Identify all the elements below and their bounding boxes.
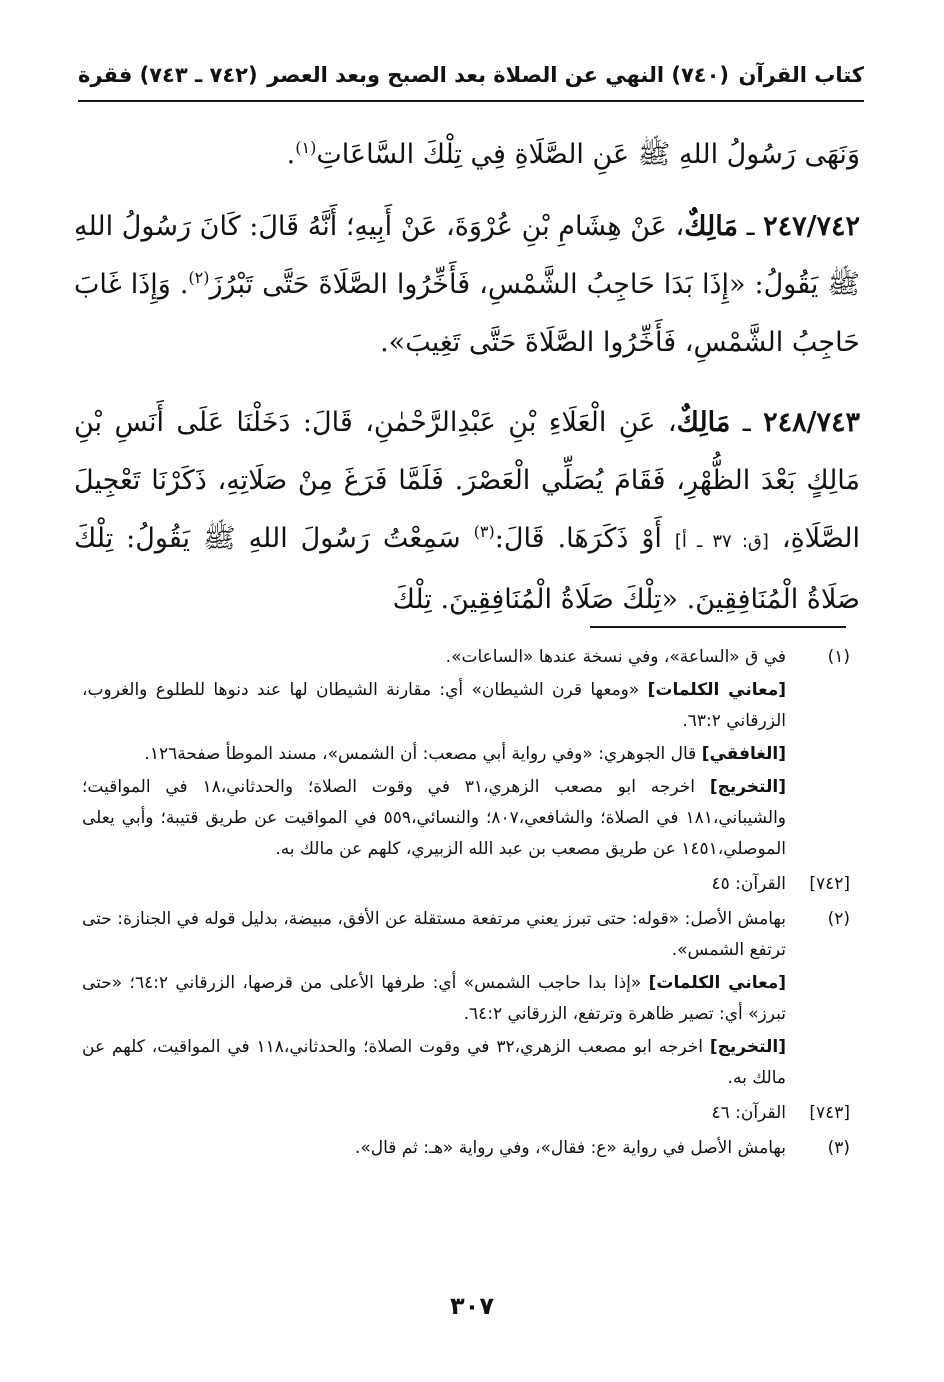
footnotes (82, 640, 850, 1168)
footnote (82, 1133, 850, 1166)
narrator-name: مَالِكٌ (684, 211, 738, 242)
footnote-tag: [الغافقي] (701, 744, 786, 764)
hadith-text-final: سَمِعْتُ رَسُولَ اللهِ ﷺ يَقُولُ: تِلْكَ صَلَاةُ الْمُنَافِقِينَ. «تِلْكَ صَلَاةُ الْمُنَافِقِينَ. تِلْكَ (74, 523, 860, 615)
chapter-title: (٧٤٠) النهي عن الصلاة بعد الصبح وبعد العصر (267, 63, 730, 87)
footnote (82, 904, 850, 1096)
hadith-743 (74, 394, 860, 629)
running-header (78, 58, 864, 92)
hadith-dash: ـ (730, 407, 764, 438)
footnote-paragraph (82, 739, 786, 770)
page-number: ٣٠٧ (450, 1292, 494, 1320)
footnote-paragraph (82, 1032, 786, 1094)
footnote-paragraph (82, 968, 786, 1030)
footnote-paragraph (82, 869, 786, 900)
footnote-text: اخرجه ابو مصعب الزهري،٣٢ في وقوت الصلاة؛ والحدثاني،١١٨ في المواقيت، كلهم عن مالك به. (82, 1037, 786, 1088)
footnote-text: بهامش الأصل في رواية «ع: فقال»، وفي رواية «هـ: ثم قال». (354, 1138, 786, 1158)
footnote-text: في ق «الساعة»، وفي نسخة عندها «الساعات». (445, 647, 786, 667)
footnote-ref-3: (٣) (473, 522, 495, 541)
footnote-paragraph (82, 772, 786, 865)
footnote-body (82, 904, 786, 1096)
footnote-text: قال الجوهري: «وفي رواية أبي مصعب: أن الشمس»، مسند الموطأ صفحة١٢٦. (144, 744, 697, 764)
footnote-ref-2: (٢) (188, 268, 210, 287)
footnote-marker: (١) (827, 647, 850, 667)
footnote-text: «إذا بدا حاجب الشمس» أي: طرفها الأعلى من قرصها، الزرقاني ٦٤:٢؛ «حتى تبرز» أي: تصير ظاهرة وترتفع، الزرقاني ٦٤:٢. (82, 973, 786, 1024)
hadith-742 (74, 198, 860, 372)
footnote-tag: [التخريج] (709, 777, 786, 797)
footnote-tag: [معاني الكلمات] (648, 973, 786, 993)
footnote-text: بهامش الأصل: «قوله: حتى تبرز يعني مرتفعة مستقلة عن الأفق، مبيضة، بدليل قوله في الجنازة: حتى ترتفع الشمس». (82, 909, 786, 960)
footnote (82, 869, 850, 902)
paragraph-range: (٧٤٢ ـ ٧٤٣) فقرة (78, 63, 258, 87)
footnote-separator (590, 626, 846, 628)
footnote (82, 642, 850, 867)
footnote-body (82, 1133, 786, 1166)
hadith-dash: ـ (737, 211, 764, 242)
footnote-marker: (٢) (827, 909, 850, 929)
footnote-text: القرآن: ٤٦ (711, 1103, 786, 1123)
footnote-marker: (٣) (827, 1138, 850, 1158)
opening-text: وَنَهَى رَسُولُ اللهِ ﷺ عَنِ الصَّلَاةِ فِي تِلْكَ السَّاعَاتِ (316, 139, 860, 170)
footnote-ref-1: (١) (295, 138, 317, 157)
footnote-text: «ومعها قرن الشيطان» أي: مقارنة الشيطان لها عند دنوها للطلوع والغروب، الزرقاني ٦٣:٢. (82, 680, 786, 731)
opening-end: . (286, 139, 296, 170)
footnote-marker: [٧٤٣] (809, 1103, 850, 1123)
footnote-paragraph (82, 642, 786, 673)
manuscript-ref: [ق: ٣٧ ـ أ] (674, 531, 769, 552)
hadith-number: ٢٤٧/٧٤٢ (763, 211, 861, 242)
footnote-paragraph (82, 1133, 786, 1164)
book-title: كتاب القرآن (738, 63, 864, 87)
footnote-text: اخرجه ابو مصعب الزهري،٣١ في وقوت الصلاة؛ والحدثاني،١٨ في المواقيت؛ والشيباني،١٨١ في الصلاة؛ والشافعي،٨٠٧؛ والنسائي،٥٥٩ في المواقيت عن طريق قتيبة؛ وأبي يعلى الموصلي،١٤٥١ عن طريق مصعب بن عبد الله الزبيري، كلهم عن مالك به. (82, 777, 786, 859)
footnote (82, 1098, 850, 1131)
opening-sentence (74, 126, 860, 184)
header-rule (78, 100, 864, 102)
main-text (74, 126, 860, 651)
hadith-number: ٢٤٨/٧٤٣ (763, 407, 861, 438)
footnote-marker: [٧٤٢] (809, 874, 850, 894)
footnote-body (82, 1098, 786, 1131)
hadith-text-continued: أَوْ ذَكَرَهَا. قَالَ: (494, 523, 662, 554)
hadith-text: ، عَنِ الْعَلَاءِ بْنِ عَبْدِالرَّحْمٰنِ، قَالَ: دَخَلْنَا عَلَى أَنَسِ بْنِ مَالِكٍ بَعْدَ الظُّهْرِ، فَقَامَ يُصَلِّي الْعَصْرَ. فَلَمَّا فَرَغَ مِنْ صَلَاتِهِ، ذَكَرْنَا تَعْجِيلَ الصَّلَاةِ، (74, 407, 861, 554)
narrator-name: مَالِكٌ (676, 407, 731, 438)
footnote-body (82, 869, 786, 902)
hadith-text-continued: . وَإِذَا غَابَ حَاجِبُ الشَّمْسِ، فَأَخِّرُوا الصَّلَاةَ حَتَّى تَغِيبَ». (74, 269, 860, 358)
footnote-paragraph (82, 904, 786, 966)
footnote-paragraph (82, 1098, 786, 1129)
footnote-paragraph (82, 675, 786, 737)
footnote-tag: [التخريج] (709, 1037, 786, 1057)
footnote-text: القرآن: ٤٥ (711, 874, 786, 894)
footnote-body (82, 642, 786, 867)
footnote-tag: [معاني الكلمات] (647, 680, 786, 700)
hadith-text: ، عَنْ هِشَامِ بْنِ عُرْوَةَ، عَنْ أَبِيهِ؛ أَنَّهُ قَالَ: كَانَ رَسُولُ اللهِ ﷺ يَقُولُ: «إِذَا بَدَا حَاجِبُ الشَّمْسِ، فَأَخِّرُوا الصَّلَاةَ حَتَّى تَبْرُزَ (74, 211, 860, 300)
